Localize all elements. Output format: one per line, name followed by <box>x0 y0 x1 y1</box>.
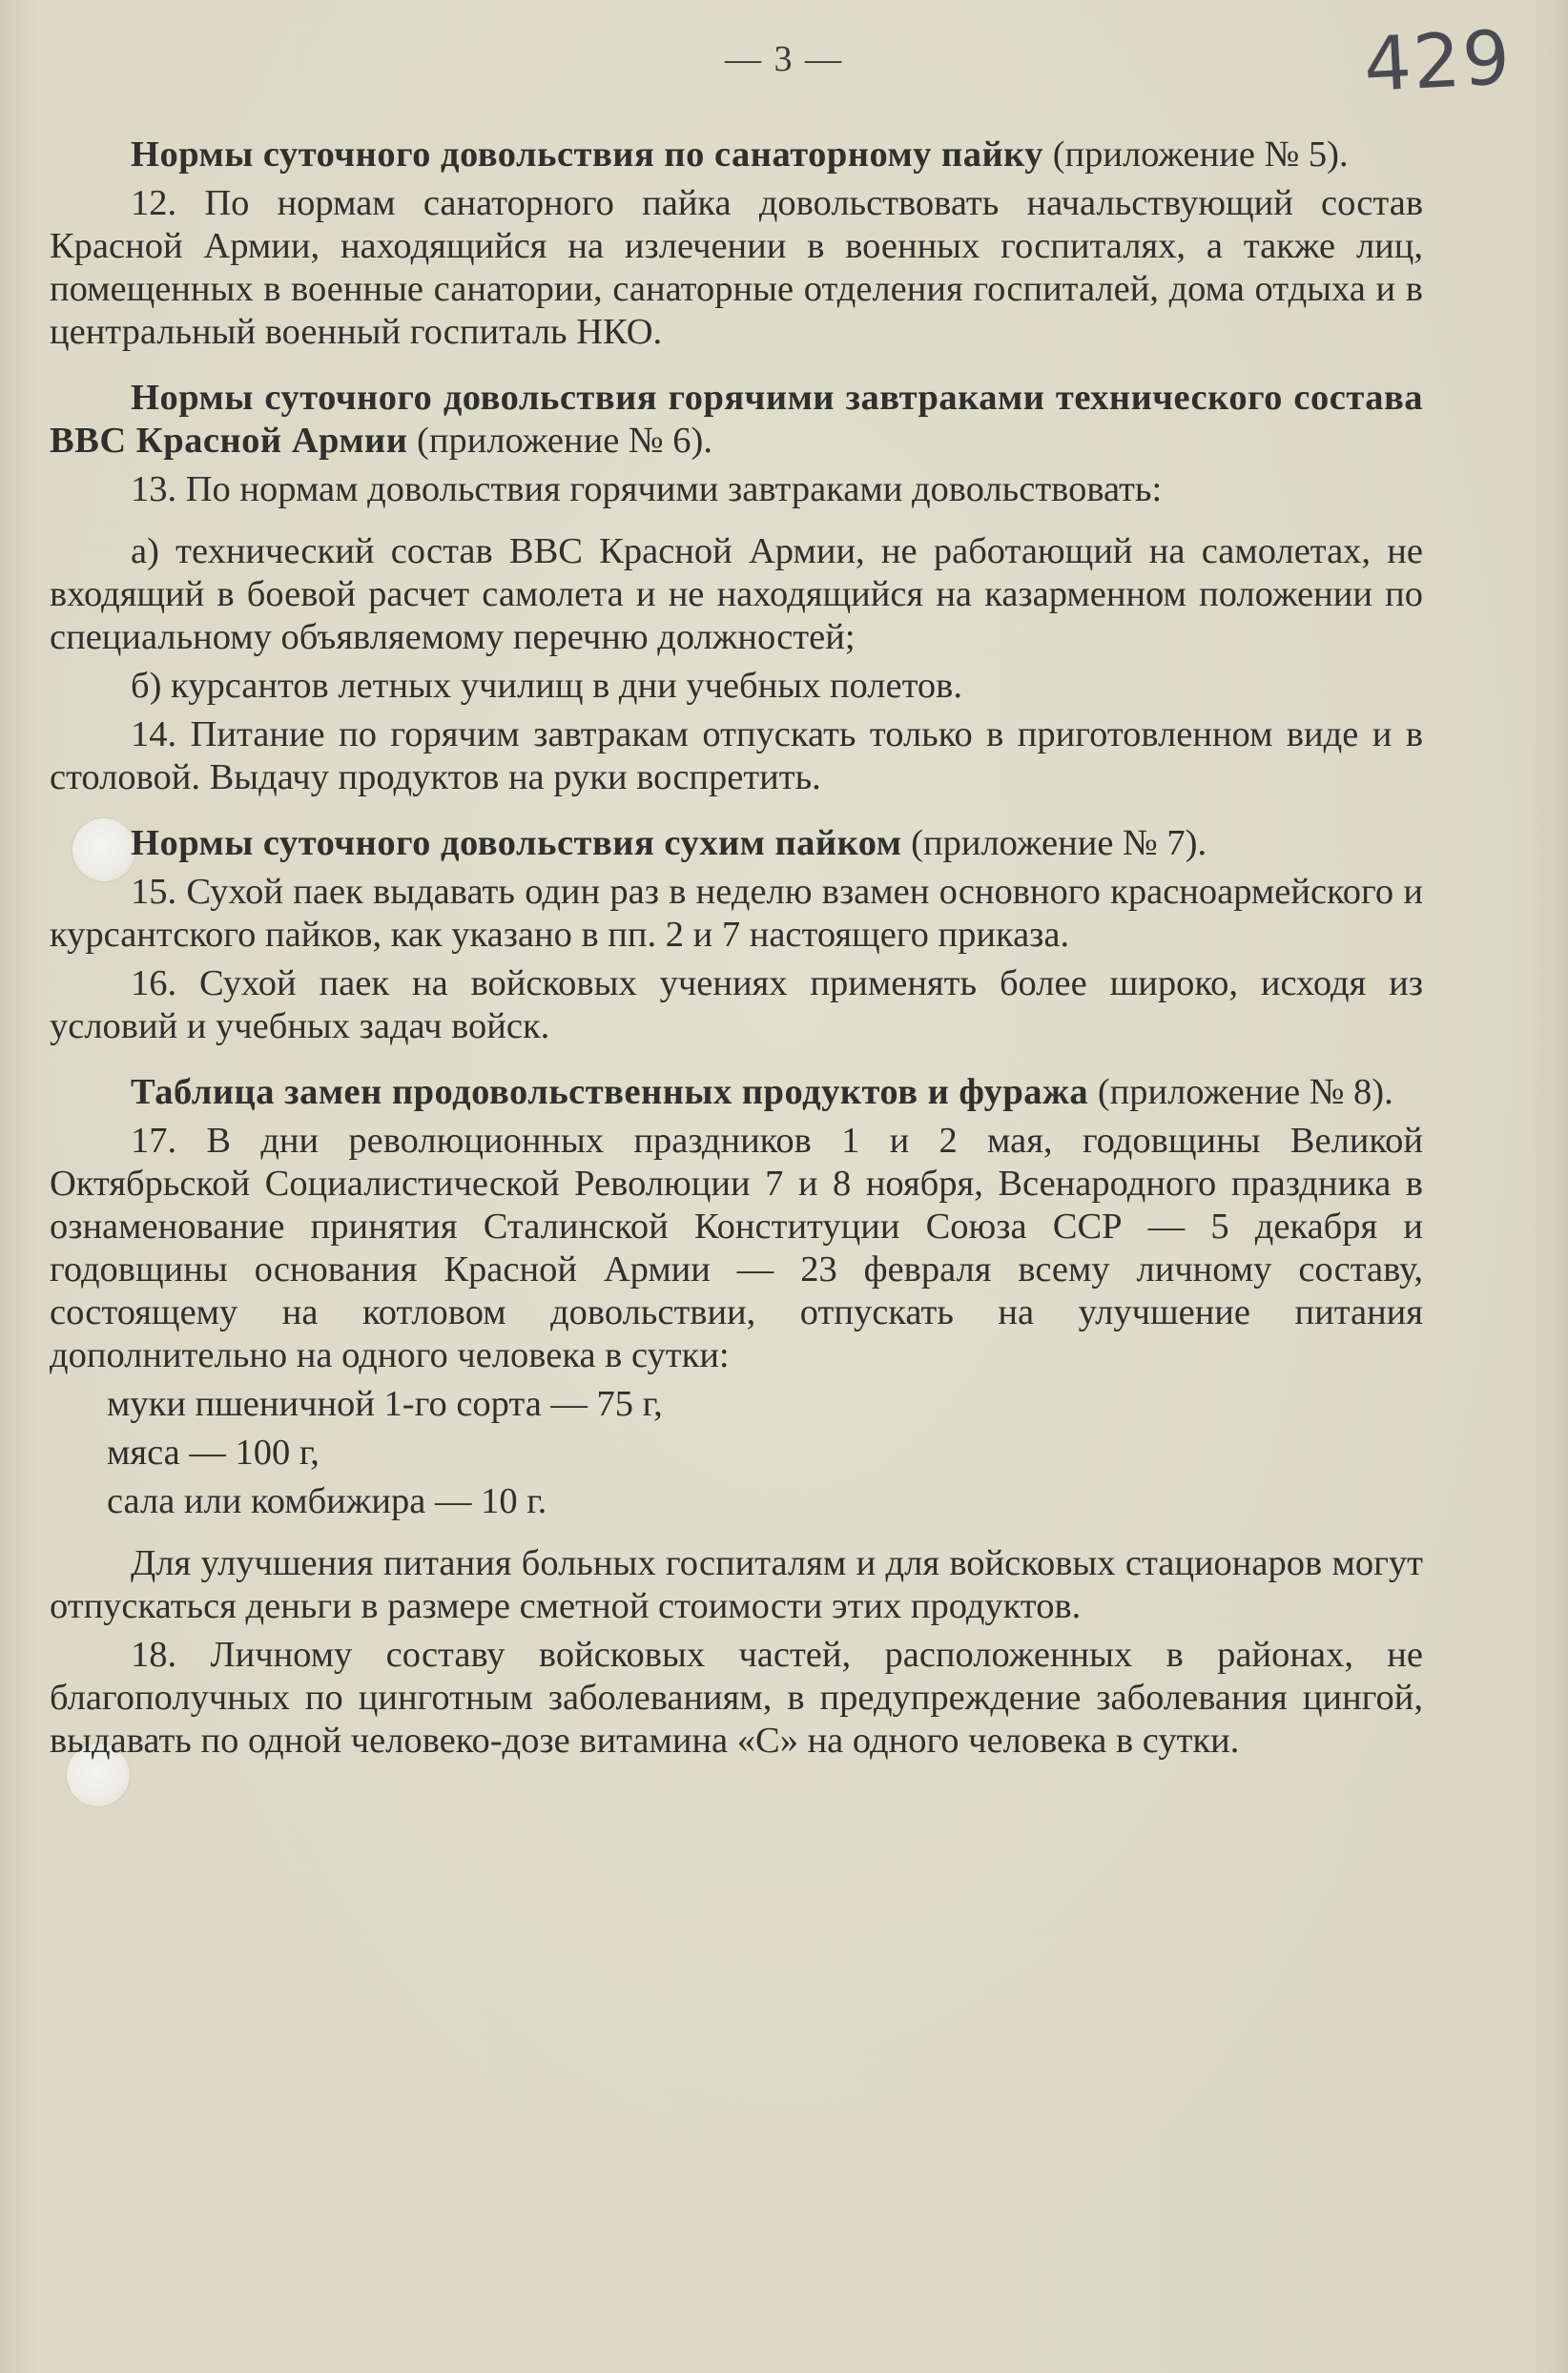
section-heading <box>50 377 1423 463</box>
paragraph-15: 15. Сухой паек выдавать один раз в неделю взамен основного красноармейского и курсантского пайков, как указано в пп. 2 и 7 настоящего приказа. <box>50 872 1423 955</box>
heading-reference: (приложение № 8). <box>1088 1072 1393 1112</box>
paragraph-12: 12. По нормам санаторного пайка довольствовать начальствующий состав Красной Армии, находящийся на излечении в военных госпиталях, а также лиц, помещенных в военные санатории, санаторные отделения госпиталей, дома отдыха и в центральный военный госпиталь НКО. <box>50 183 1423 352</box>
paragraph-13: 13. По нормам довольствия горячими завтраками довольствовать: <box>131 469 1163 509</box>
page-number: — 3 — <box>725 39 843 79</box>
heading-title: Нормы суточного довольствия по санаторному пайку <box>131 134 1044 175</box>
heading-title: Нормы суточного довольствия горячими завтраками технического состава ВВС Красной Армии <box>50 378 1423 461</box>
heading-reference: (приложение № 5). <box>1043 134 1349 175</box>
paragraph-hospitals: Для улучшения питания больных госпиталям и для войсковых стационаров могут отпускаться деньги в размере сметной стоимости этих продуктов. <box>50 1543 1423 1626</box>
document-body <box>50 134 1423 1763</box>
paragraph-17: 17. В дни революционных праздников 1 и 2 мая, годовщины Великой Октябрьской Социалистической Революции 7 и 8 ноября, Всенародного праздника в ознаменование принятия Сталинской Конституции Союза ССР — 5 декабря и годовщины основания Красной Армии — 23 февраля всему личному составу, состоящему на котловом довольствии, отпускать на улучшение питания дополнительно на одного человека в сутки: <box>50 1121 1423 1375</box>
ration-item-flour: муки пшеничной 1-го сорта — 75 г, <box>107 1384 663 1424</box>
section-heading <box>50 822 1423 865</box>
list-item-b: б) курсантов летных училищ в дни учебных полетов. <box>131 666 962 706</box>
ration-item-meat: мяса — 100 г, <box>107 1433 320 1473</box>
paragraph-14: 14. Питание по горячим завтракам отпускать только в приготовленном виде и в столовой. Выдачу продуктов на руки воспретить. <box>50 714 1423 797</box>
section-heading <box>50 1071 1423 1114</box>
archive-folio-number: 429 <box>1361 15 1515 109</box>
heading-reference: (приложение № 7). <box>901 823 1207 863</box>
heading-reference: (приложение № 6). <box>407 421 712 461</box>
paragraph-18: 18. Личному составу войсковых частей, расположенных в районах, не благополучных по цинготным заболеваниям, в предупреждение заболевания цингой, выдавать по одной человеко-дозе витамина «С» на одного человека в сутки. <box>50 1635 1423 1761</box>
section-heading <box>50 134 1423 176</box>
heading-title: Таблица замен продовольственных продуктов и фуража <box>131 1072 1089 1112</box>
heading-title: Нормы суточного довольствия сухим пайком <box>131 823 902 863</box>
paragraph-16: 16. Сухой паек на войсковых учениях применять более широко, исходя из условий и учебных задач войск. <box>50 963 1423 1046</box>
list-item-a: а) технический состав ВВС Красной Армии, не работающий на самолетах, не входящий в боевой расчет самолета и не находящийся на казарменном положении по специальному объявляемому перечню должностей; <box>50 531 1423 657</box>
ration-item-fat: сала или комбижира — 10 г. <box>107 1481 547 1521</box>
